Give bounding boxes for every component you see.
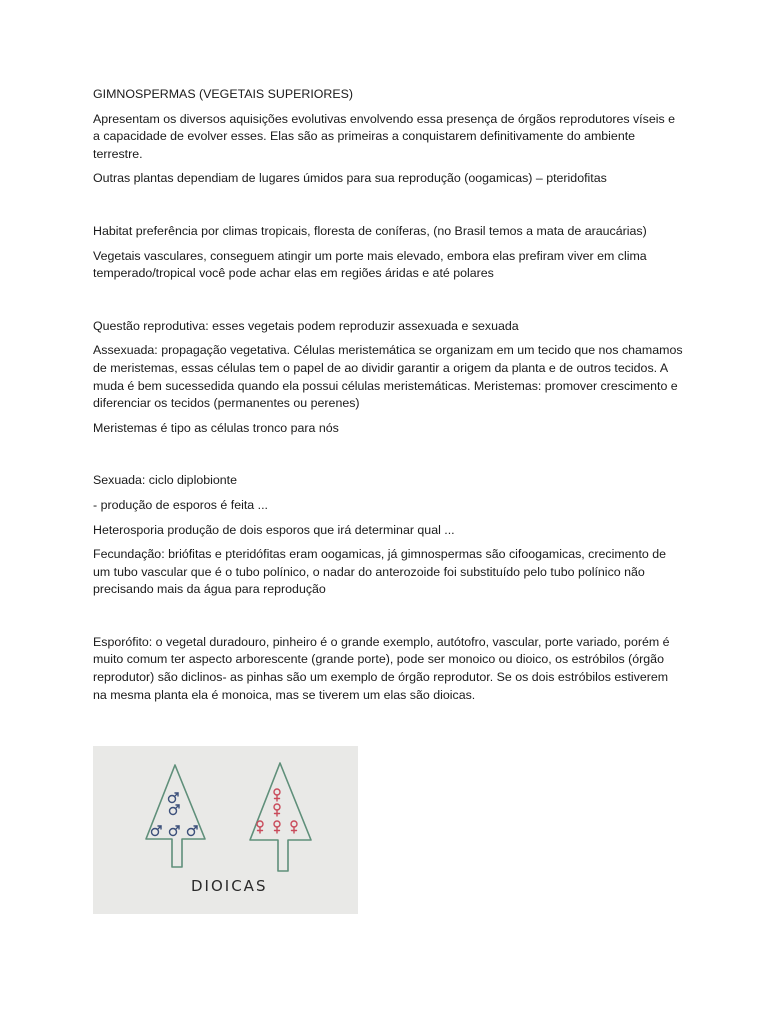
spacer [93, 290, 683, 318]
spacer [93, 195, 683, 223]
spacer [93, 606, 683, 634]
dioicas-figure [93, 746, 358, 914]
document-title: GIMNOSPERMAS (VEGETAIS SUPERIORES) [93, 87, 354, 101]
spacer [93, 444, 683, 472]
paragraph-assexuada: Assexuada: propagação vegetativa. Células meristemática se organizam em um tecido que nos chamamos de meristemas, essas células tem o papel de ao dividir garantir a origem da planta e de outros tecidos. A muda é bem sucessedida quando ela possui células meristemáticas. Meristemas: promover crescimento e diferenciar os tecidos (permanentes ou perenes) [93, 343, 683, 411]
paragraph-outras-plantas: Outras plantas dependiam de lugares úmidos para sua reprodução (oogamicas) – pteridofitas [93, 171, 607, 186]
dioicas-drawing [93, 746, 358, 914]
paragraph-esporofito: Esporófito: o vegetal duradouro, pinheiro é o grande exemplo, autótofro, vascular, porte variado, porém é muito comum ter aspecto arborescente (grande porte), pode ser monoico ou dioico, os estróbilos (órgão reprodutor) são diclinos- as pinhas são um exemplo de órgão reprodutor. Se os dois estróbilos estiverem na mesma planta ela é monoica, mas se tiverem um elas são dioicas. [93, 634, 670, 702]
paragraph-questao-reprodutiva: Questão reprodutiva: esses vegetais podem reproduzir assexuada e sexuada [93, 318, 519, 333]
paragraph-producao-esporos: - produção de esporos é feita ... [93, 497, 268, 512]
paragraph-heterosporia: Heterosporia produção de dois esporos que irá determinar qual ... [93, 522, 455, 537]
figure-caption: DIOICAS [191, 877, 268, 895]
paragraph-habitat: Habitat preferência por climas tropicais, floresta de coníferas, (no Brasil temos a mata de araucárias) [93, 223, 647, 238]
paragraph-meristemas: Meristemas é tipo as células tronco para nós [93, 420, 339, 435]
document-page [93, 86, 683, 711]
paragraph-vegetais-vasculares: Vegetais vasculares, conseguem atingir um porte mais elevado, embora elas prefiram viver em clima temperado/tropical você pode achar elas em regiões áridas e até polares [93, 248, 647, 281]
paragraph-sexuada: Sexuada: ciclo diplobionte [93, 473, 237, 488]
paragraph-fecundacao: Fecundação: briófitas e pteridófitas eram oogamicas, já gimnospermas são cifoogamicas, crecimento de um tubo vascular que é o tubo polínico, o nadar do anterozoide foi substituído pelo tubo polínico não precisando mais da água para reprodução [93, 547, 667, 597]
paragraph-aquisicoes: Apresentam os diversos aquisições evolutivas envolvendo essa presença de órgãos reprodutores víseis e a capacidade de evolver esses. Elas são as primeiras a conquistarem definitivamente do ambiente terrestre. [93, 111, 675, 161]
